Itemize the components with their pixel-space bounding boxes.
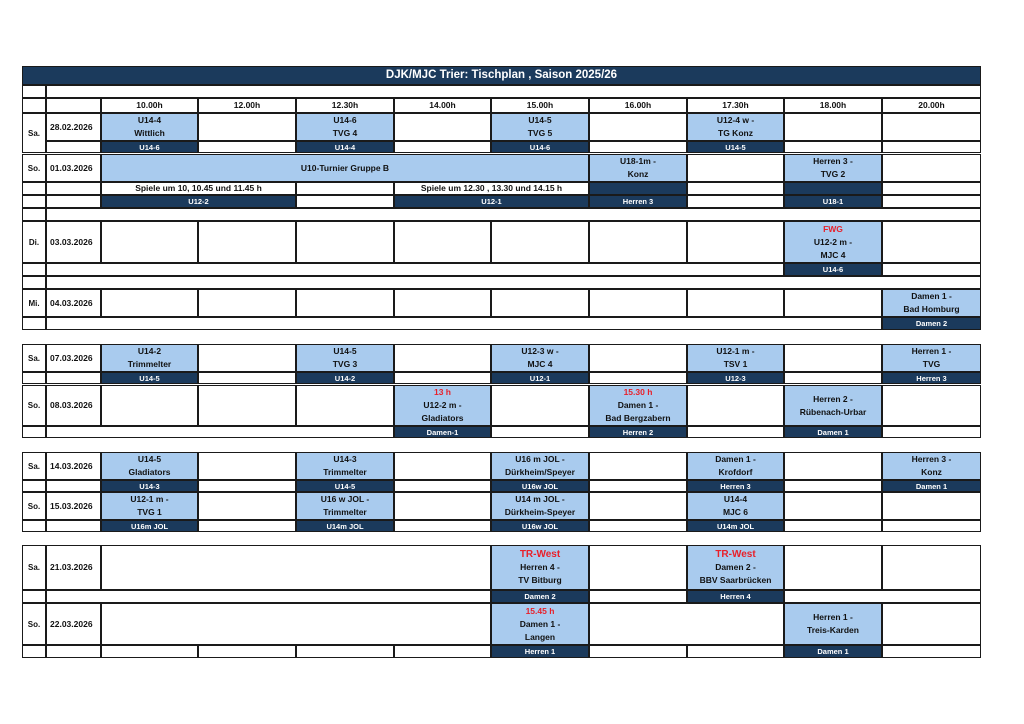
empty-cell <box>784 452 882 480</box>
match-line: U14-4 <box>723 494 748 504</box>
empty-cell <box>784 289 882 317</box>
match-line: Konz <box>921 467 942 477</box>
empty-cell <box>46 263 784 276</box>
empty-cell <box>589 645 687 658</box>
empty-cell <box>589 452 687 480</box>
time-header: 16.00h <box>589 98 687 113</box>
match-line: Damen 1 - <box>715 454 756 464</box>
date-label: 07.03.2026 <box>46 344 101 372</box>
empty-cell <box>101 545 491 590</box>
empty-cell <box>296 195 394 208</box>
empty-cell <box>394 141 491 153</box>
match-line: Wittlich <box>134 128 165 138</box>
empty-cell <box>22 480 46 492</box>
empty-cell <box>882 545 981 590</box>
match-line: TSV 1 <box>723 359 748 369</box>
time-header: 15.00h <box>491 98 589 113</box>
match-line: Gladiators <box>128 467 171 477</box>
empty-cell <box>784 372 882 384</box>
duty-team: U14-5 <box>101 372 198 384</box>
empty-cell <box>22 208 46 221</box>
empty-cell <box>46 317 882 330</box>
empty-cell <box>589 221 687 263</box>
match-line: U12-1 m - <box>716 346 755 356</box>
day-label: Sa. <box>22 344 46 372</box>
empty-cell <box>784 113 882 141</box>
match-line: Herren 1 - <box>813 612 853 622</box>
empty-cell <box>589 372 687 384</box>
match-line: U14-5 <box>137 454 162 464</box>
empty-cell <box>46 195 101 208</box>
filled-cell <box>784 182 882 195</box>
empty-cell <box>394 372 491 384</box>
empty-cell <box>22 645 46 658</box>
note-red: 13 h <box>433 387 451 397</box>
empty-cell <box>882 385 981 426</box>
duty-team: Damen-1 <box>394 426 491 438</box>
match-line: Trimmelter <box>323 507 367 517</box>
duty-team: Herren 3 <box>687 480 784 492</box>
empty-cell <box>882 154 981 182</box>
day-label: Mi. <box>22 289 46 317</box>
empty-cell <box>22 372 46 384</box>
duty-team: Damen 1 <box>882 480 981 492</box>
empty-cell <box>784 545 882 590</box>
day-label: So. <box>22 385 46 426</box>
empty-cell <box>296 182 394 195</box>
time-header: 14.00h <box>394 98 491 113</box>
header-blank <box>22 98 46 113</box>
duty-team: Herren 4 <box>687 590 784 603</box>
match-line: TVG 4 <box>332 128 358 138</box>
match-cell <box>101 452 198 480</box>
empty-cell <box>784 492 882 520</box>
empty-cell <box>101 385 198 426</box>
empty-cell <box>198 141 296 153</box>
duty-team: U12-1 <box>491 372 589 384</box>
match-cell <box>491 492 589 520</box>
match-line: TVG 2 <box>820 169 846 179</box>
empty-cell <box>22 263 46 276</box>
empty-cell <box>687 195 784 208</box>
note-cell <box>394 182 589 195</box>
match-cell <box>296 492 394 520</box>
empty-cell <box>882 645 981 658</box>
duty-team: U14-6 <box>491 141 589 153</box>
match-line: TG Konz <box>718 128 753 138</box>
empty-cell <box>394 344 491 372</box>
duty-team: U12-2 <box>101 195 296 208</box>
match-cell <box>589 385 687 426</box>
date-label: 21.03.2026 <box>46 545 101 590</box>
duty-team: Damen 2 <box>491 590 589 603</box>
match-line: U14-3 <box>333 454 357 464</box>
duty-team: U14-5 <box>687 141 784 153</box>
empty-cell <box>198 492 296 520</box>
empty-cell <box>46 426 394 438</box>
match-cell <box>784 221 882 263</box>
date-label: 22.03.2026 <box>46 603 101 645</box>
title-text: DJK/MJC Trier: Tischplan , Saison 2025/26 <box>385 69 618 81</box>
note-red: TR-West <box>715 549 756 560</box>
match-line: TV Bitburg <box>518 575 562 585</box>
empty-cell <box>22 317 46 330</box>
empty-cell <box>101 289 198 317</box>
empty-cell <box>394 289 491 317</box>
empty-cell <box>882 520 981 532</box>
tournament-cell <box>101 154 589 182</box>
match-cell <box>491 603 589 645</box>
match-line: U10-Turnier Gruppe B <box>300 162 390 173</box>
day-label: Di. <box>22 221 46 263</box>
empty-cell <box>46 182 101 195</box>
match-line: Trimmelter <box>323 467 367 477</box>
match-line: U14-5 <box>333 346 357 356</box>
duty-team: U14-6 <box>101 141 198 153</box>
empty-cell <box>394 520 491 532</box>
empty-cell <box>46 85 981 98</box>
empty-cell <box>491 221 589 263</box>
match-cell <box>882 344 981 372</box>
match-line: Bad Homburg <box>903 304 960 314</box>
match-line: TVG 1 <box>137 507 162 517</box>
empty-cell <box>589 545 687 590</box>
empty-cell <box>394 645 491 658</box>
empty-cell <box>687 385 784 426</box>
match-line: Bad Bergzabern <box>605 413 671 423</box>
match-cell <box>394 385 491 426</box>
match-cell <box>784 385 882 426</box>
match-line: U14-4 <box>137 115 162 125</box>
empty-cell <box>589 344 687 372</box>
time-header: 12.30h <box>296 98 394 113</box>
date-label: 01.03.2026 <box>46 154 101 182</box>
duty-team: Damen 1 <box>784 426 882 438</box>
empty-cell <box>22 276 46 289</box>
empty-cell <box>882 603 981 645</box>
date-label: 03.03.2026 <box>46 221 101 263</box>
match-line: Treis-Karden <box>807 625 859 635</box>
empty-cell <box>198 480 296 492</box>
duty-team: U12-1 <box>394 195 589 208</box>
empty-cell <box>589 590 687 603</box>
empty-cell <box>589 492 687 520</box>
duty-team: U14-6 <box>784 263 882 276</box>
match-cell <box>687 545 784 590</box>
empty-cell <box>46 372 101 384</box>
match-cell <box>296 344 394 372</box>
empty-cell <box>394 480 491 492</box>
match-line: U14-6 <box>333 115 357 125</box>
duty-team: U16m JOL <box>101 520 198 532</box>
empty-cell <box>784 141 882 153</box>
match-cell <box>296 452 394 480</box>
duty-team: Herren 3 <box>882 372 981 384</box>
empty-cell <box>784 520 882 532</box>
empty-cell <box>589 289 687 317</box>
empty-cell <box>46 276 981 289</box>
empty-cell <box>394 452 491 480</box>
empty-cell <box>394 221 491 263</box>
date-label: 08.03.2026 <box>46 385 101 426</box>
match-line: Damen 2 - <box>715 562 756 572</box>
duty-team: Damen 2 <box>882 317 981 330</box>
match-line: TVG 5 <box>527 128 553 138</box>
match-line: Herren 1 - <box>911 346 952 356</box>
match-cell <box>101 113 198 141</box>
empty-cell <box>589 141 687 153</box>
note-red: TR-West <box>519 549 561 560</box>
match-line: U14-5 <box>528 115 552 125</box>
empty-cell <box>101 645 198 658</box>
duty-team: U14-5 <box>296 480 394 492</box>
duty-team: U18-1 <box>784 195 882 208</box>
match-line: U14 m JOL - <box>515 494 565 504</box>
empty-cell <box>784 480 882 492</box>
empty-cell <box>882 221 981 263</box>
empty-cell <box>589 480 687 492</box>
empty-cell <box>882 263 981 276</box>
empty-cell <box>198 289 296 317</box>
note-red: 15.30 h <box>623 387 653 397</box>
duty-team: Damen 1 <box>784 645 882 658</box>
match-cell <box>491 452 589 480</box>
duty-team: U14m JOL <box>296 520 394 532</box>
date-label: 28.02.2026 <box>46 113 101 141</box>
empty-cell <box>296 289 394 317</box>
match-cell <box>491 113 589 141</box>
match-line: U16 m JOL - <box>515 454 565 464</box>
duty-team: U16w JOL <box>491 480 589 492</box>
match-cell <box>882 452 981 480</box>
match-line: U12-4 w - <box>716 115 755 125</box>
match-line: Dürkheim-Speyer <box>504 507 576 517</box>
empty-cell <box>491 289 589 317</box>
day-label: Sa. <box>22 545 46 590</box>
empty-cell <box>22 590 46 603</box>
match-line: MJC 4 <box>820 249 846 260</box>
day-label: So. <box>22 154 46 182</box>
duty-team: Herren 1 <box>491 645 589 658</box>
empty-cell <box>22 85 46 98</box>
empty-cell <box>198 645 296 658</box>
header-blank <box>46 98 101 113</box>
empty-cell <box>687 289 784 317</box>
match-cell <box>784 603 882 645</box>
note-text: Spiele um 12.30 , 13.30 und 14.15 h <box>420 183 563 193</box>
empty-cell <box>882 195 981 208</box>
empty-cell <box>784 344 882 372</box>
match-line: Herren 3 - <box>813 156 853 166</box>
match-line: BBV Saarbrücken <box>699 575 772 585</box>
duty-team: U12-3 <box>687 372 784 384</box>
empty-cell <box>882 492 981 520</box>
note-red: 15.45 h <box>525 605 555 616</box>
empty-cell <box>687 154 784 182</box>
empty-cell <box>22 195 46 208</box>
note-cell <box>101 182 296 195</box>
match-cell <box>687 452 784 480</box>
match-cell <box>784 154 882 182</box>
empty-cell <box>101 603 491 645</box>
match-line: Rübenach-Urbar <box>799 406 867 417</box>
time-header: 10.00h <box>101 98 198 113</box>
empty-cell <box>491 426 589 438</box>
match-line: Konz <box>627 169 649 179</box>
match-line: TVG <box>922 359 941 369</box>
duty-team: Herren 3 <box>589 195 687 208</box>
empty-cell <box>687 645 784 658</box>
empty-cell <box>589 520 687 532</box>
day-label: Sa. <box>22 113 46 153</box>
empty-cell <box>296 221 394 263</box>
match-line: Trimmelter <box>127 359 172 369</box>
match-line: Damen 1 - <box>911 291 952 301</box>
duty-team: U14m JOL <box>687 520 784 532</box>
time-header: 12.00h <box>198 98 296 113</box>
empty-cell <box>198 113 296 141</box>
duty-team: U14-4 <box>296 141 394 153</box>
empty-cell <box>46 208 981 221</box>
match-line: U16 w JOL - <box>320 494 370 504</box>
empty-cell <box>198 344 296 372</box>
duty-team: U16w JOL <box>491 520 589 532</box>
empty-cell <box>198 385 296 426</box>
date-label: 15.03.2026 <box>46 492 101 520</box>
match-cell <box>589 154 687 182</box>
match-cell <box>491 545 589 590</box>
match-cell <box>687 344 784 372</box>
empty-cell <box>101 221 198 263</box>
match-line: U12-3 w - <box>521 346 559 356</box>
empty-cell <box>882 141 981 153</box>
empty-cell <box>687 426 784 438</box>
empty-cell <box>22 182 46 195</box>
empty-cell <box>491 385 589 426</box>
match-line: Krofdorf <box>718 467 753 477</box>
date-label: 14.03.2026 <box>46 452 101 480</box>
match-line: Herren 2 - <box>813 393 853 404</box>
duty-team: U14-3 <box>101 480 198 492</box>
empty-cell <box>687 221 784 263</box>
day-label: So. <box>22 492 46 520</box>
match-cell <box>296 113 394 141</box>
match-line: U18-1m - <box>620 156 656 166</box>
match-line: U12-2 m - <box>813 236 853 247</box>
empty-cell <box>882 426 981 438</box>
duty-team: Herren 2 <box>589 426 687 438</box>
empty-cell <box>198 372 296 384</box>
empty-cell <box>198 452 296 480</box>
page-title <box>22 66 981 85</box>
empty-cell <box>46 645 101 658</box>
empty-cell <box>46 480 101 492</box>
match-line: Herren 3 - <box>911 454 952 464</box>
empty-cell <box>46 141 101 153</box>
empty-cell <box>882 113 981 141</box>
match-cell <box>687 492 784 520</box>
match-line: TVG 3 <box>332 359 358 369</box>
empty-cell <box>394 113 491 141</box>
match-line: Gladiators <box>421 413 464 423</box>
empty-cell <box>589 113 687 141</box>
match-line: Damen 1 - <box>617 400 659 410</box>
empty-cell <box>198 520 296 532</box>
match-cell <box>101 344 198 372</box>
filled-cell <box>589 182 687 195</box>
match-line: U12-2 m - <box>423 400 462 410</box>
time-header: 18.00h <box>784 98 882 113</box>
match-cell <box>687 113 784 141</box>
match-line: Langen <box>524 631 556 642</box>
note-text: Spiele um 10, 10.45 und 11.45 h <box>135 183 262 193</box>
match-cell <box>882 289 981 317</box>
duty-team: U14-2 <box>296 372 394 384</box>
note-red: FWG <box>823 223 843 234</box>
day-label: Sa. <box>22 452 46 480</box>
empty-cell <box>46 520 101 532</box>
match-line: U14-2 <box>137 346 162 356</box>
empty-cell <box>589 603 784 645</box>
empty-cell <box>882 182 981 195</box>
empty-cell <box>296 645 394 658</box>
match-line: Dürkheim/Speyer <box>505 467 575 477</box>
match-line: MJC 4 <box>527 359 553 369</box>
day-label: So. <box>22 603 46 645</box>
empty-cell <box>22 426 46 438</box>
match-line: Damen 1 - <box>519 618 561 629</box>
match-cell <box>491 344 589 372</box>
match-line: U12-1 m - <box>130 494 169 504</box>
empty-cell <box>46 590 491 603</box>
empty-cell <box>22 520 46 532</box>
time-header: 20.00h <box>882 98 981 113</box>
match-line: MJC 6 <box>722 507 749 517</box>
match-cell <box>101 492 198 520</box>
match-line: Herren 4 - <box>520 562 560 572</box>
empty-cell <box>296 385 394 426</box>
empty-cell <box>198 221 296 263</box>
empty-cell <box>784 590 981 603</box>
empty-cell <box>687 182 784 195</box>
empty-cell <box>394 492 491 520</box>
time-header: 17.30h <box>687 98 784 113</box>
date-label: 04.03.2026 <box>46 289 101 317</box>
